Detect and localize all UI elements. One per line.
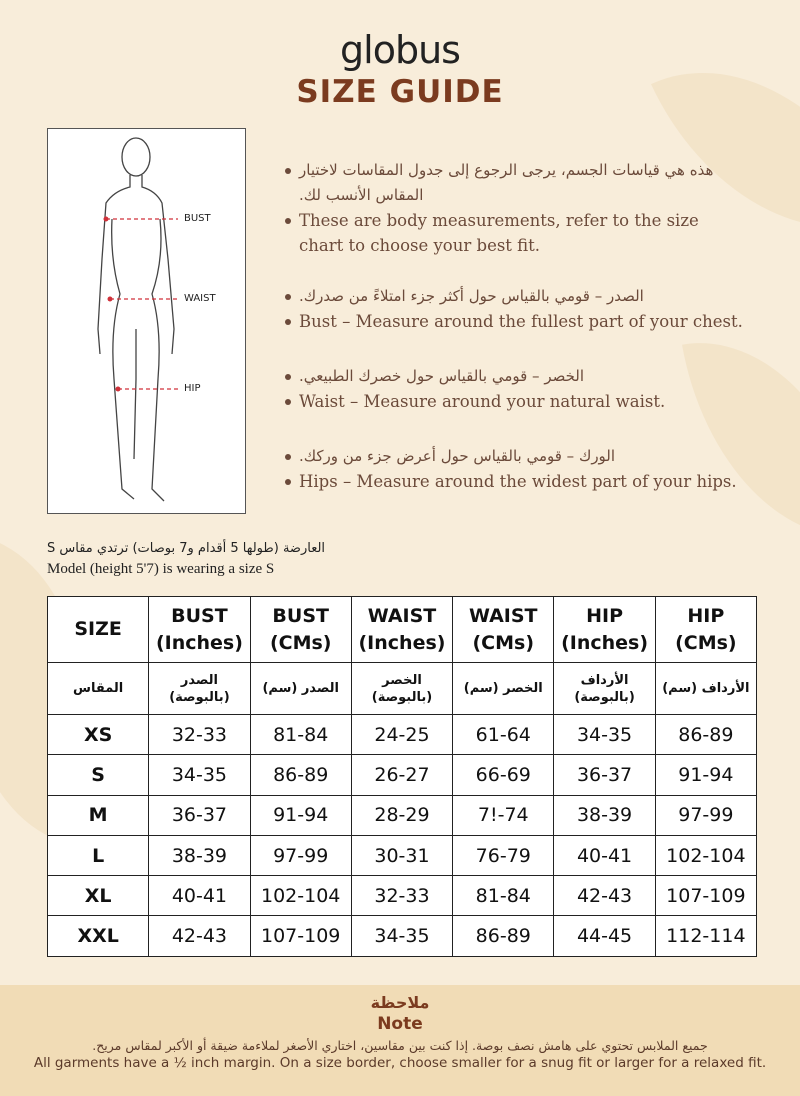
column-header [554,597,655,663]
bullet-icon [285,319,291,325]
table-row [48,755,757,795]
header-unit: (CMs) [675,631,737,654]
measurement-cell: 91-94 [250,795,351,835]
measurement-cell: 61-64 [453,715,554,755]
header-unit: (CMs) [269,631,332,654]
table-row [48,876,757,916]
measurement-cell: 36-37 [149,795,250,835]
header-measure: HIP [687,604,725,627]
table-header-row [48,597,757,663]
measurement-cell: 81-84 [453,876,554,916]
instruction-ar: الصدر – قومي بالقياس حول أكثر جزء امتلاءً من صدرك. [299,287,644,305]
column-header-ar: الأرداف (بالبوصة) [554,663,655,715]
instruction-en: These are body measurements, refer to the size chart to choose your best fit. [299,211,699,255]
bullet-icon [285,374,291,380]
measurement-cell: 38-39 [554,795,655,835]
column-header-ar: المقاس [48,663,149,715]
measurement-cell: 76-79 [453,835,554,875]
header-measure: BUST [171,604,228,627]
measurement-cell: 102-104 [250,876,351,916]
measurement-cell: 26-27 [351,755,452,795]
note-text-ar: جميع الملابس تحتوي على هامش نصف بوصة. إذا كنت بين مقاسين، اختاري الأصغر لملاءمة ضيقة أو الأكبر لمقاس مريح. [92,1038,708,1053]
bullet-icon [285,479,291,485]
note-title-ar: ملاحظة [370,993,430,1012]
measurement-cell: 34-35 [351,916,452,956]
header-measure: SIZE [74,618,122,640]
measurement-cell: 102-104 [655,835,756,875]
measurement-cell: 86-89 [453,916,554,956]
instruction-hips [285,444,745,494]
hip-label: HIP [184,383,201,394]
column-header-ar: الصدر (بالبوصة) [149,663,250,715]
instruction-en: Waist – Measure around your natural waist. [299,392,666,411]
size-label: M [48,795,149,835]
waist-label: WAIST [184,293,216,304]
measurement-cell: 42-43 [554,876,655,916]
column-header-ar: الصدر (سم) [250,663,351,715]
bullet-icon [285,168,291,174]
column-header [351,597,452,663]
measurement-cell: 34-35 [554,715,655,755]
instruction-ar: الخصر – قومي بالقياس حول خصرك الطبيعي. [299,367,585,385]
note-section [0,985,800,1096]
column-header-ar: الخصر (بالبوصة) [351,663,452,715]
table-row [48,835,757,875]
model-info [47,538,325,580]
size-label: XXL [48,916,149,956]
measurement-cell: 30-31 [351,835,452,875]
size-label: XL [48,876,149,916]
instruction-en: Bust – Measure around the fullest part of your chest. [299,312,743,331]
measurement-cell: 97-99 [655,795,756,835]
bullet-icon [285,218,291,224]
measurement-cell: 107-109 [655,876,756,916]
measurement-cell: 24-25 [351,715,452,755]
measurement-cell: 42-43 [149,916,250,956]
measurement-cell: 107-109 [250,916,351,956]
measurement-cell: 86-89 [250,755,351,795]
size-label: S [48,755,149,795]
column-header [453,597,554,663]
bullet-icon [285,454,291,460]
column-header [48,597,149,663]
size-label: XS [48,715,149,755]
measurement-cell: 91-94 [655,755,756,795]
table-row [48,795,757,835]
header-unit: (Inches) [155,631,243,654]
bust-label: BUST [184,213,211,224]
page-title: SIZE GUIDE [296,74,504,110]
instruction-general [285,158,745,258]
instruction-ar: الورك – قومي بالقياس حول أعرض جزء من وركك. [299,447,616,465]
header-measure: WAIST [469,604,538,627]
header-unit: (Inches) [561,631,649,654]
measurement-cell: 97-99 [250,835,351,875]
measurement-cell: 40-41 [149,876,250,916]
instruction-en: Hips – Measure around the widest part of your hips. [299,472,737,491]
note-text-en: All garments have a ½ inch margin. On a size border, choose smaller for a snug fit or larger for a relaxed fit. [33,1055,767,1071]
measurement-cell: 7!-74 [453,795,554,835]
column-header [149,597,250,663]
measurement-cell: 112-114 [655,916,756,956]
table-row [48,916,757,956]
measurement-cell: 36-37 [554,755,655,795]
note-title-en: Note [377,1014,423,1034]
measurement-cell: 38-39 [149,835,250,875]
measurement-cell: 40-41 [554,835,655,875]
model-info-ar: العارضة (طولها 5 أقدام و7 بوصات) ترتدي مقاس S [47,541,326,556]
measurement-cell: 86-89 [655,715,756,755]
column-header [655,597,756,663]
instruction-waist [285,364,745,414]
header-unit: (Inches) [358,631,446,654]
measurement-cell: 32-33 [149,715,250,755]
measurement-cell: 66-69 [453,755,554,795]
measurement-cell: 44-45 [554,916,655,956]
size-label: L [48,835,149,875]
measurement-cell: 32-33 [351,876,452,916]
header-measure: WAIST [367,604,437,627]
bullet-icon [285,399,291,405]
measurement-cell: 28-29 [351,795,452,835]
table-header-arabic-row [48,663,757,715]
instruction-bust [285,284,745,334]
measurement-instructions [285,158,745,520]
table-row [48,715,757,755]
header-unit: (CMs) [472,631,535,654]
header-measure: HIP [586,604,623,627]
column-header-ar: الخصر (سم) [453,663,554,715]
size-chart-table [47,596,757,957]
header-measure: BUST [272,604,329,627]
brand-logo: globus [340,28,460,72]
column-header-ar: الأرداف (سم) [655,663,756,715]
instruction-ar: هذه هي قياسات الجسم، يرجى الرجوع إلى جدول المقاسات لاختيار المقاس الأنسب لك. [299,161,714,204]
measurement-figure [47,128,246,514]
bullet-icon [285,294,291,300]
model-info-en: Model (height 5'7) is wearing a size S [47,561,275,577]
column-header [250,597,351,663]
body-silhouette-illustration [48,129,247,515]
measurement-cell: 34-35 [149,755,250,795]
measurement-cell: 81-84 [250,715,351,755]
